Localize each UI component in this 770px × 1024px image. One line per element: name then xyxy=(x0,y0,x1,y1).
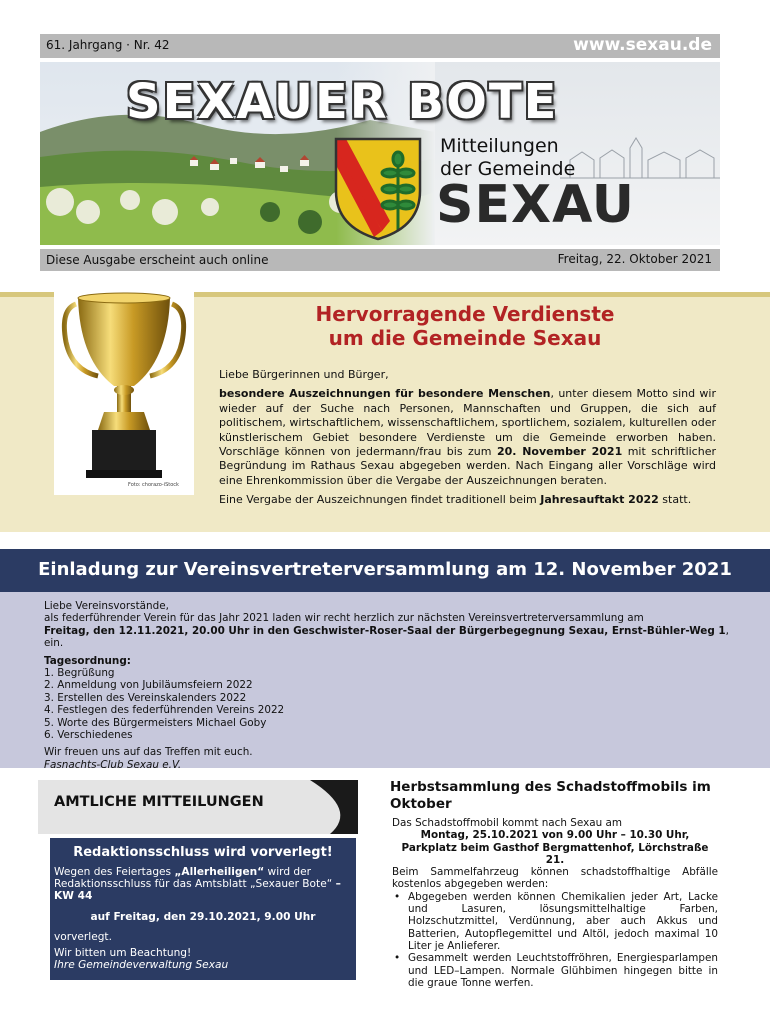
decorative-curve xyxy=(300,780,358,834)
photo-credit: Foto: chorazo-iStock xyxy=(128,482,179,488)
einladung-title: Einladung zur Vereinsvertreterversammlung am 12. November 2021 xyxy=(38,559,732,580)
article-text: Eine Vergabe der Auszeichnungen findet traditionell beim xyxy=(219,493,541,507)
deadline-date: 20. November 2021 xyxy=(496,445,623,459)
headline-line1: Hervorragende Verdienste xyxy=(315,302,615,326)
masthead-subtitle-line2: der Gemeinde xyxy=(440,158,576,180)
einladung-text-end: , ein. xyxy=(44,624,729,650)
masthead-banner xyxy=(40,62,720,245)
einladung-text xyxy=(44,625,734,650)
list-item: • Abgegeben werden können Chemikalien jeder Art, Lacke und Lasuren, lösungsmittelhaltige Farben, Holzschutzmittel, Verdünnung, aber auch Akkus und Batterien, Autopflegemittel und Altöl, jedoch maximal 10 Liter je Anlieferer. xyxy=(392,891,718,952)
article-paragraph xyxy=(219,387,716,488)
notice-body xyxy=(54,866,352,971)
article-paragraph: Beim Sammelfahrzeug können schadstoffhaltige Abfälle kostenlos abgegeben werden: xyxy=(392,866,718,891)
event-name: Jahresauftakt 2022 xyxy=(540,493,659,507)
redaktionsschluss-notice xyxy=(50,838,356,980)
einladung-greeting: Liebe Vereinsvorstände, xyxy=(44,600,169,612)
newspaper-title: SEXAUER BOTE xyxy=(126,74,559,130)
section-title: AMTLICHE MITTEILUNGEN xyxy=(54,794,264,810)
calendar-week: – KW 44 xyxy=(54,878,341,903)
meeting-details: Freitag, den 12.11.2021, 20.00 Uhr in den Geschwister-Roser-Saal der Bürgerbegegnung Sexau, Ernst-Bühler-Weg 1 xyxy=(44,624,726,637)
town-name: SEXAU xyxy=(436,175,635,235)
agenda-item: 6. Verschiedenes xyxy=(44,729,133,742)
issue-number: 61. Jahrgang · Nr. 42 xyxy=(46,38,170,52)
holiday-name: „Allerheiligen“ xyxy=(174,866,265,878)
masthead-subtitle-line1: Mitteilungen xyxy=(440,135,559,157)
einladung-header xyxy=(0,549,770,592)
agenda-list xyxy=(44,667,734,741)
website-link[interactable]: www.sexau.de xyxy=(573,35,712,55)
verdienste-article xyxy=(219,368,716,508)
agenda-item: 2. Anmeldung von Jubiläumsfeiern 2022 xyxy=(44,679,253,692)
issue-date: Freitag, 22. Oktober 2021 xyxy=(557,252,712,266)
village-sketch-drawing xyxy=(560,130,720,180)
notice-request: Wir bitten um Beachtung! xyxy=(54,947,192,960)
edition-info-bar xyxy=(40,249,720,271)
online-note: Diese Ausgabe erscheint auch online xyxy=(46,253,269,267)
headline-line2: um die Gemeinde Sexau xyxy=(328,326,602,350)
einladung-closing: Wir freuen uns auf das Treffen mit euch. xyxy=(44,746,253,759)
agenda-item: 3. Erstellen des Vereinskalenders 2022 xyxy=(44,691,247,704)
verdienste-headline xyxy=(215,302,715,350)
notice-signature: Ihre Gemeindeverwaltung Sexau xyxy=(54,959,229,972)
article-text: , unter diesem Motto sind wir wieder auf der Suche nach Personen, Mannschaften und Gruppen, die sich auf politischem, wirtschaftlichem, wissenschaftlichem, sportlichem, sozialem, kulturellen oder künstlerischem Gebiet besondere Verdienste um die Gemeinde erworben haben. Vorschläge können von jedermann/frau bis zum xyxy=(219,387,716,459)
herbstsammlung-article xyxy=(392,817,718,989)
trophy-image xyxy=(54,290,194,495)
accepted-items-list xyxy=(392,891,718,989)
agenda-item: 4. Festlegen des federführenden Vereins 2022 xyxy=(44,704,285,717)
notice-title: Redaktionsschluss wird vorverlegt! xyxy=(73,845,333,860)
einladung-text: als federführender Verein für das Jahr 2021 laden wir recht herzlich zur nächsten Vereinsvertreterversammlung am xyxy=(44,612,644,625)
collection-date: Montag, 25.10.2021 von 9.00 Uhr – 10.30 Uhr, xyxy=(420,829,690,842)
article-greeting: Liebe Bürgerinnen und Bürger, xyxy=(219,368,389,381)
agenda-title: Tagesordnung: xyxy=(44,654,131,667)
sexau-coat-of-arms-icon xyxy=(332,135,424,243)
einladung-signature: Fasnachts-Club Sexau e.V. xyxy=(44,758,182,771)
new-deadline: auf Freitag, den 29.10.2021, 9.00 Uhr xyxy=(90,910,316,923)
herbstsammlung-headline: Herbstsammlung des Schadstoffmobils im Oktober xyxy=(390,779,711,812)
article-text: statt. xyxy=(658,493,692,507)
article-paragraph xyxy=(219,493,716,507)
masthead-top-bar xyxy=(40,34,720,58)
agenda-item: 5. Worte des Bürgermeisters Michael Goby xyxy=(44,716,267,729)
article-intro: Das Schadstoffmobil kommt nach Sexau am xyxy=(392,817,622,829)
einladung-article xyxy=(44,600,734,771)
list-item: • Gesammelt werden Leuchtstoffröhren, Energiesparlampen und LED–Lampen. Normale Glühbimen hingegen bitte in die graue Tonne werfen. xyxy=(392,952,718,989)
article-text: mit schriftlicher Begründung im Rathaus Sexau abgegeben werden. Nach Eingang aller Vorschläge wird eine Ehrenkommission über die Vergabe der Auszeichnungen beraten. xyxy=(219,445,716,487)
collection-place: Parkplatz beim Gasthof Bergmattenhof, Lörchstraße 21. xyxy=(401,841,709,866)
article-bold-lead: besondere Auszeichnungen für besondere Menschen xyxy=(219,387,551,401)
agenda-item: 1. Begrüßung xyxy=(44,667,115,680)
notice-text: Wegen des Feiertages „Allerheiligen“ wird der Redaktionsschluss für das Amtsblatt „Sexauer Bote“ – KW 44 xyxy=(54,866,341,903)
notice-text: vorverlegt. xyxy=(54,930,112,943)
